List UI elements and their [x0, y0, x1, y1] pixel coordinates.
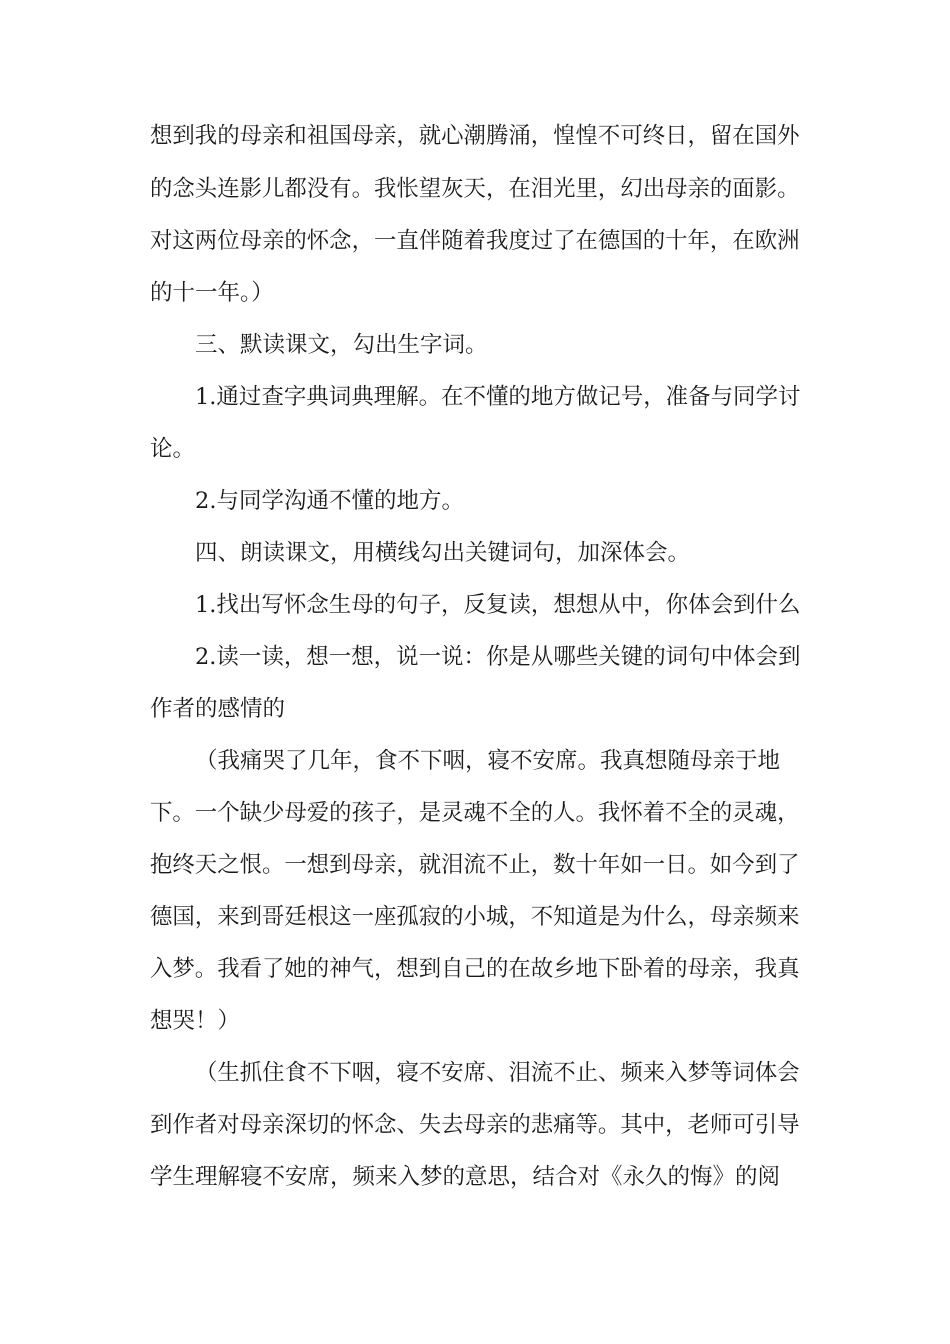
text-line: 到作者对母亲深切的怀念、失去母亲的悲痛等。其中，老师可引导	[150, 1112, 800, 1138]
text-line: 德国，来到哥廷根这一座孤寂的小城，不知道是为什么，母亲频来	[150, 904, 800, 930]
text-line: （我痛哭了几年，食不下咽，寝不安席。我真想随母亲于地	[195, 748, 781, 774]
text-line: （生抓住食不下咽，寝不安席、泪流不止、频来入梦等词体会	[195, 1060, 800, 1086]
text-line: 1.通过查字典词典理解。在不懂的地方做记号，准备与同学讨	[195, 384, 801, 410]
text-line: 2.与同学沟通不懂的地方。	[195, 488, 464, 514]
text-line: 想到我的母亲和祖国母亲，就心潮腾涌，惶惶不可终日，留在国外	[150, 123, 800, 149]
section-heading: 四、朗读课文，用横线勾出关键词句，加深体会。	[195, 540, 691, 566]
text-line: 2.读一读，想一想，说一说：你是从哪些关键的词句中体会到	[195, 644, 801, 670]
section-heading: 三、默读课文，勾出生字词。	[195, 332, 488, 358]
text-line: 论。	[150, 436, 196, 462]
text-line: 入梦。我看了她的神气，想到自己的在故乡地下卧着的母亲，我真	[150, 956, 800, 982]
text-line: 作者的感情的	[150, 696, 286, 722]
text-line: 的十一年。）	[150, 280, 274, 306]
text-line: 的念头连影儿都没有。我怅望灰天，在泪光里，幻出母亲的面影。	[150, 176, 800, 202]
text-line: 对这两位母亲的怀念，一直伴随着我度过了在德国的十年，在欧洲	[150, 228, 800, 254]
text-line: 学生理解寝不安席，频来入梦的意思，结合对《永久的悔》的阅	[150, 1164, 781, 1190]
text-line: 下。一个缺少母爱的孩子，是灵魂不全的人。我怀着不全的灵魂，	[150, 800, 800, 826]
text-line: 1.找出写怀念生母的句子，反复读，想想从中，你体会到什么	[195, 592, 801, 618]
text-line: 想哭！）	[150, 1008, 241, 1034]
text-line: 抱终天之恨。一想到母亲，就泪流不止，数十年如一日。如今到了	[150, 852, 800, 878]
